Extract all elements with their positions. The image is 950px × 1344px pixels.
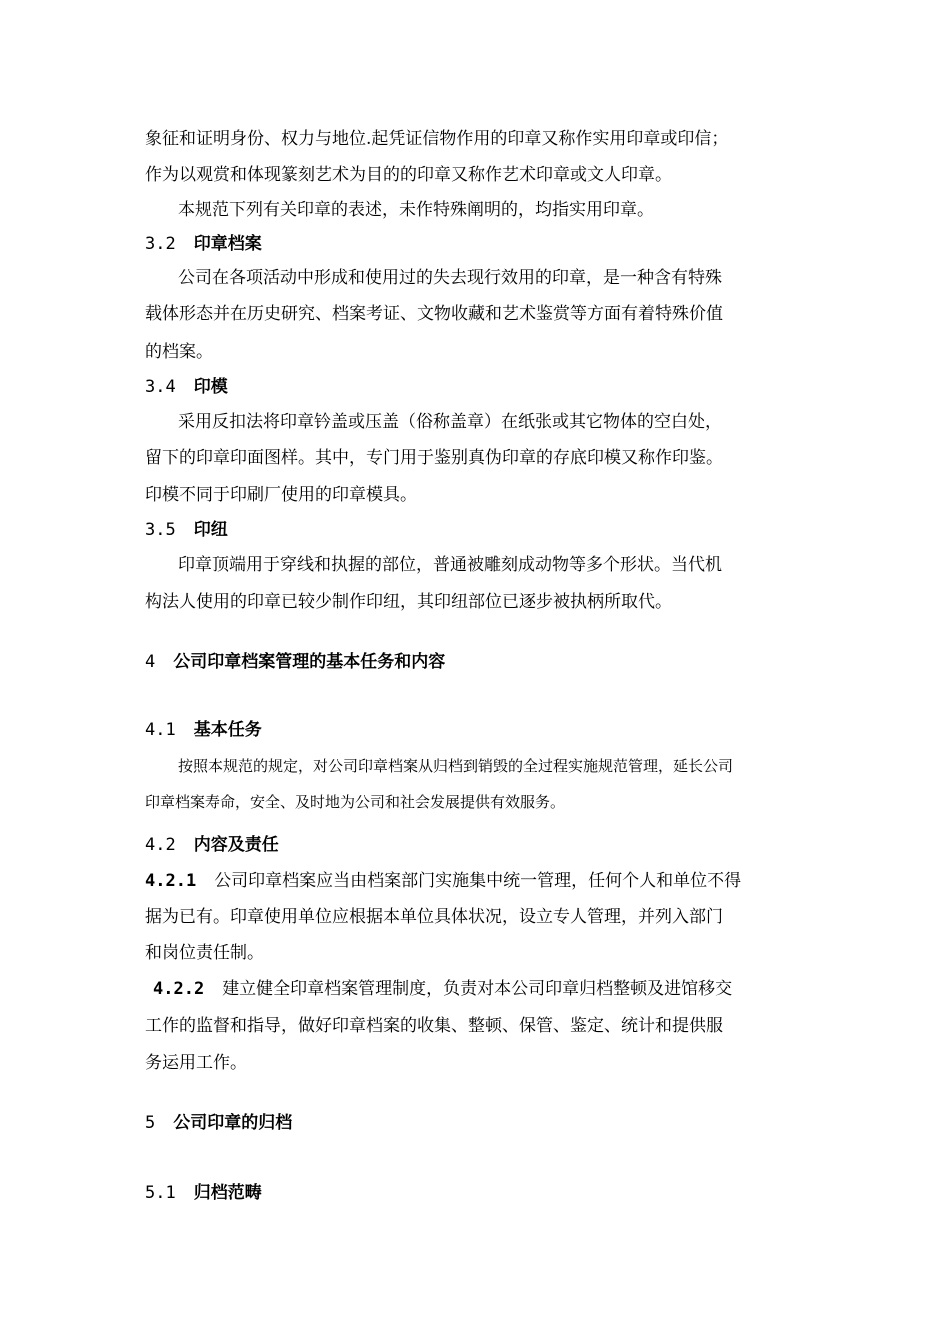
paragraph-line: 构法人使用的印章已较少制作印纽，其印纽部位已逐步被执柄所取代。 (145, 592, 672, 612)
clause-text: 建立健全印章档案管理制度，负责对本公司印章归档整顿及进馆移交 (222, 979, 733, 999)
paragraph-line: 留下的印章印面图样。其中，专门用于鉴别真伪印章的存底印模又称作印鉴。 (145, 448, 723, 468)
heading-number: 3.5 (145, 520, 176, 540)
heading-number: 5 (145, 1113, 156, 1133)
heading-title: 公司印章的归档 (173, 1113, 293, 1133)
clause-text: 公司印章档案应当由档案部门实施集中统一管理，任何个人和单位不得 (214, 871, 742, 891)
heading-title: 印模 (193, 377, 228, 397)
heading-number: 3.2 (145, 234, 176, 254)
paragraph-line: 和岗位责任制。 (145, 943, 264, 963)
heading-number: 4 (145, 652, 156, 672)
paragraph-line: 作为以观赏和体现篆刻艺术为目的的印章又称作艺术印章或文人印章。 (145, 165, 672, 185)
paragraph-line: 工作的监督和指导，做好印章档案的收集、整顿、保管、鉴定、统计和提供服 (145, 1016, 723, 1036)
section-heading-4-2 (145, 833, 810, 857)
heading-title: 基本任务 (193, 720, 262, 740)
section-heading-4-1 (145, 718, 810, 742)
heading-number: 4.1 (145, 720, 176, 740)
clause-number: 4.2.2 (153, 979, 205, 999)
paragraph-line: 印章顶端用于穿线和执握的部位，普通被雕刻成动物等多个形状。当代机 (178, 555, 722, 575)
heading-title: 印纽 (193, 520, 228, 540)
clause-4-2-1 (145, 869, 810, 893)
clause-number: 4.2.1 (145, 871, 197, 891)
paragraph-line: 印章档案寿命，安全、及时地为公司和社会发展提供有效服务。 (145, 793, 566, 811)
section-heading-5 (145, 1111, 810, 1135)
paragraph-line: 按照本规范的规定，对公司印章档案从归档到销毁的全过程实施规范管理，延长公司 (178, 757, 734, 775)
paragraph-line: 本规范下列有关印章的表述，未作特殊阐明的，均指实用印章。 (178, 200, 654, 220)
paragraph-line: 采用反扣法将印章钤盖或压盖（俗称盖章）在纸张或其它物体的空白处， (178, 412, 722, 432)
heading-number: 3.4 (145, 377, 176, 397)
paragraph-line: 公司在各项活动中形成和使用过的失去现行效用的印章，是一种含有特殊 (178, 268, 722, 288)
paragraph-line: 务运用工作。 (145, 1053, 247, 1073)
section-heading-3-4 (145, 375, 810, 399)
heading-number: 4.2 (145, 835, 176, 855)
section-heading-3-2 (145, 232, 810, 256)
heading-title: 印章档案 (193, 234, 262, 254)
paragraph-line: 据为已有。印章使用单位应根据本单位具体状况，设立专人管理，并列入部门 (145, 907, 723, 927)
section-heading-3-5 (145, 518, 810, 542)
clause-4-2-2 (153, 977, 810, 1001)
paragraph-line: 的档案。 (145, 342, 213, 362)
heading-title: 内容及责任 (193, 835, 279, 855)
heading-title: 公司印章档案管理的基本任务和内容 (173, 652, 446, 672)
heading-title: 归档范畴 (193, 1183, 262, 1203)
paragraph-line: 载体形态并在历史研究、档案考证、文物收藏和艺术鉴赏等方面有着特殊价值 (145, 304, 723, 324)
paragraph-line: 象征和证明身份、权力与地位.起凭证信物作用的印章又称作实用印章或印信； (145, 129, 729, 149)
section-heading-5-1 (145, 1181, 810, 1205)
paragraph-line: 印模不同于印刷厂使用的印章模具。 (145, 485, 417, 505)
heading-number: 5.1 (145, 1183, 176, 1203)
section-heading-4 (145, 650, 810, 674)
